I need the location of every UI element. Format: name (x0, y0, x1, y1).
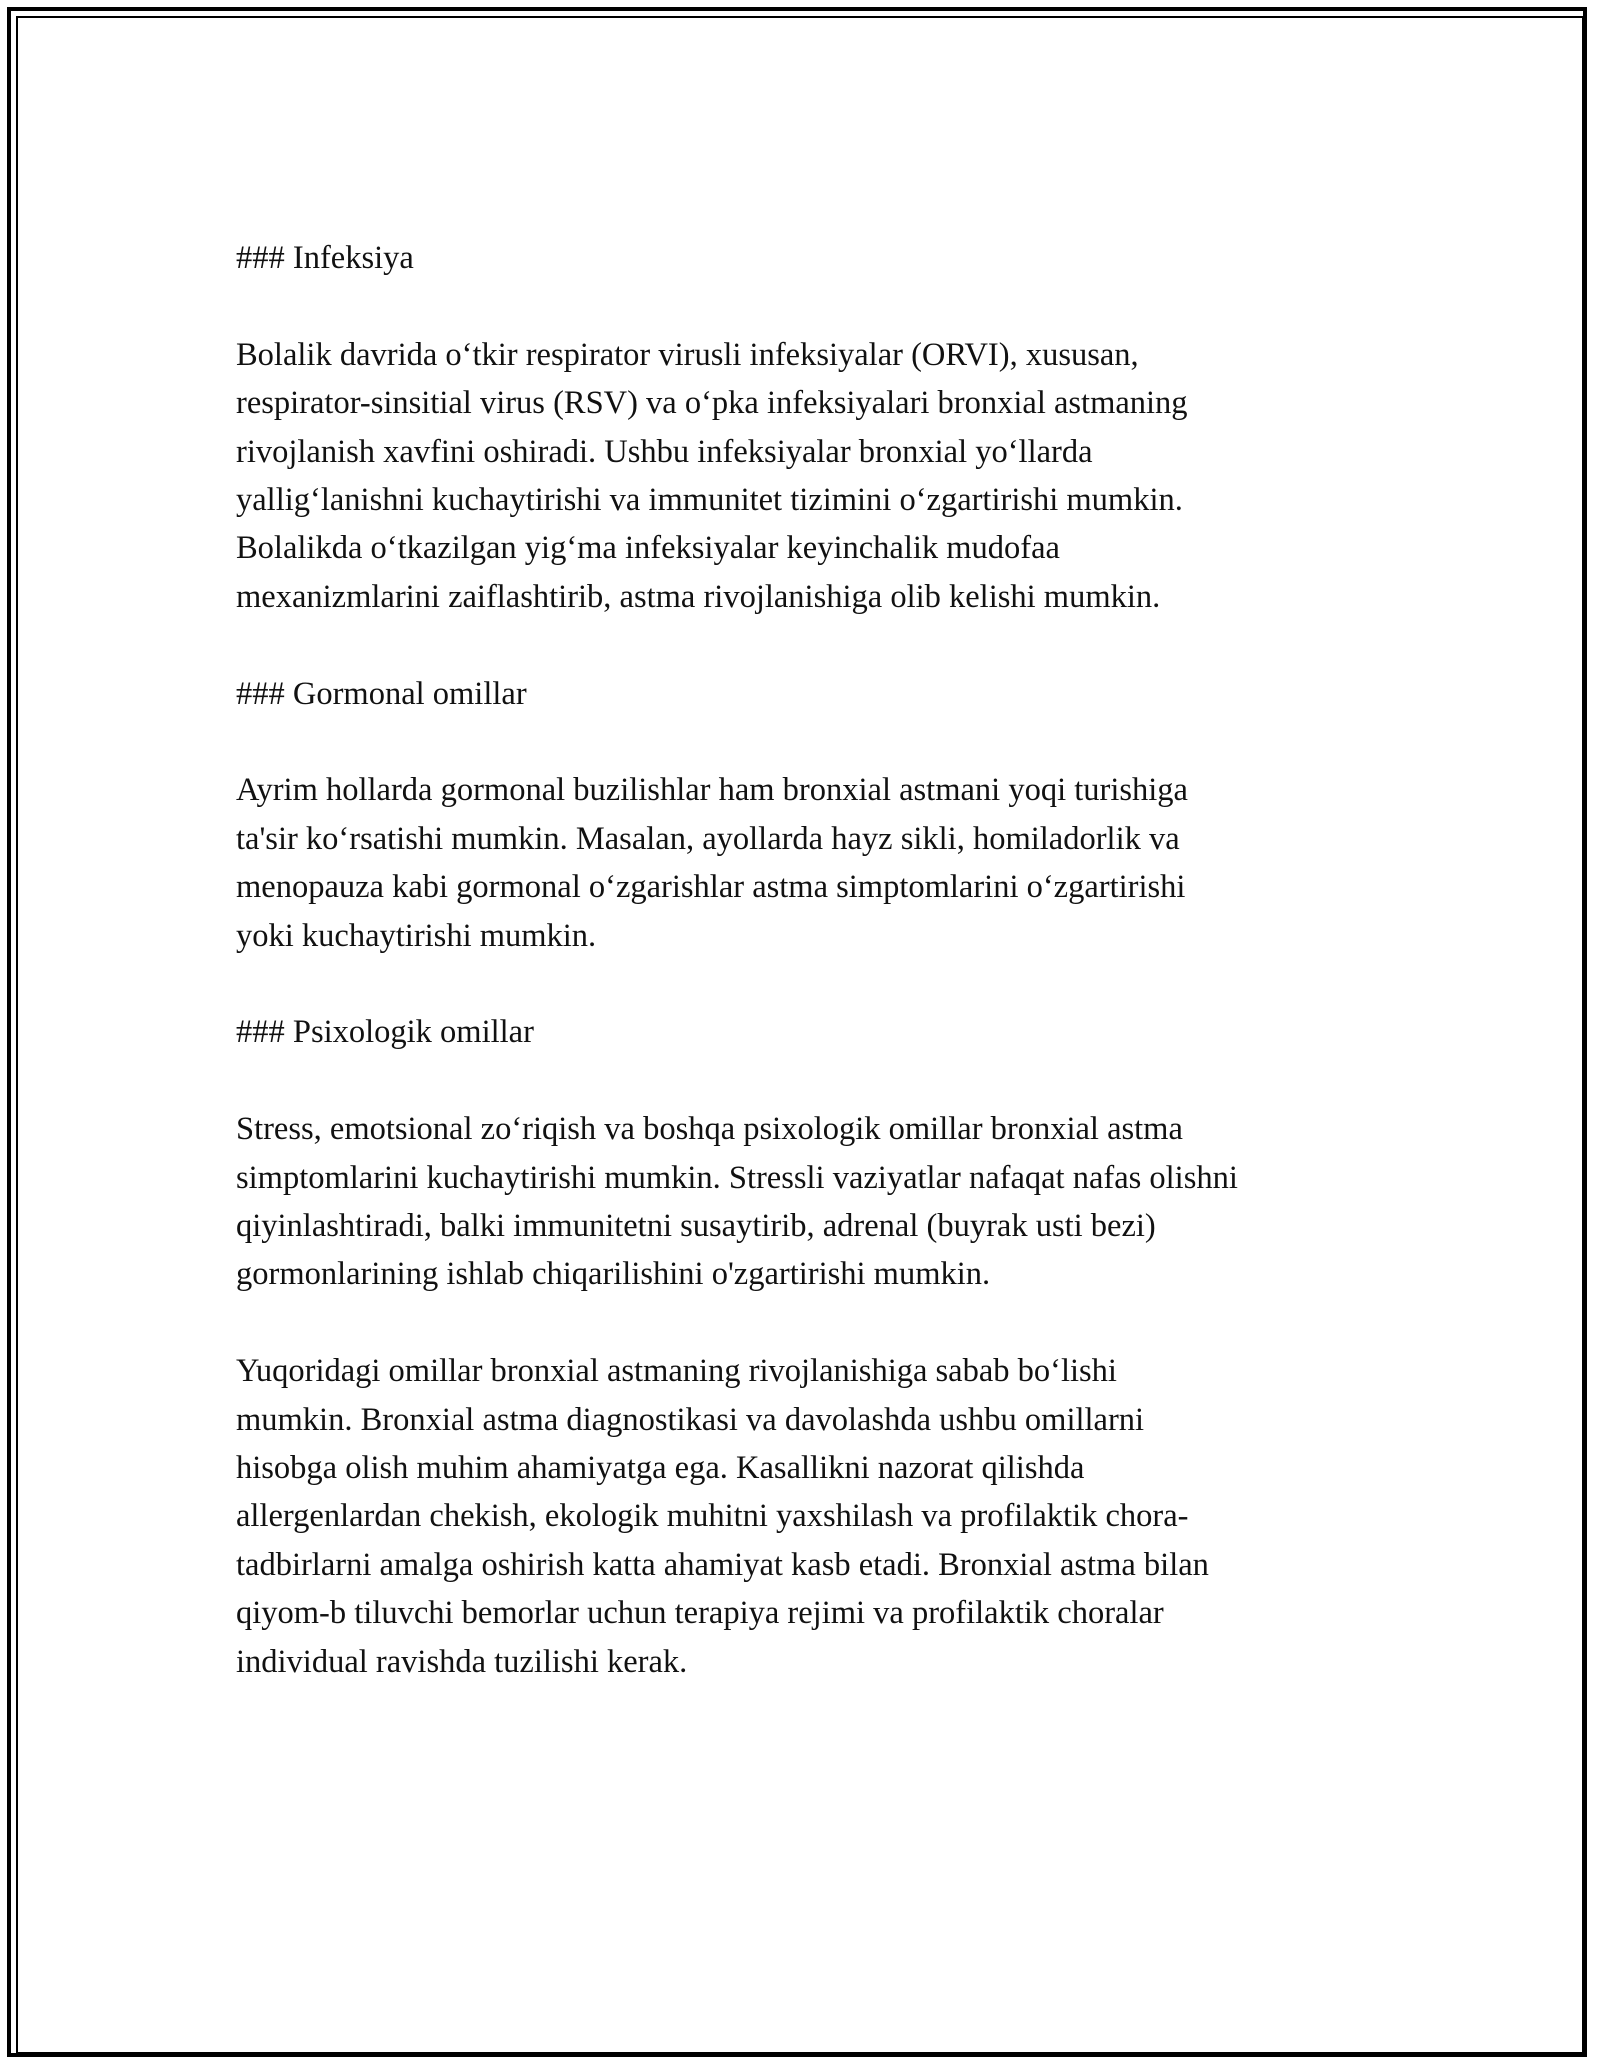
paragraph-gormonal-omillar: Ayrim hollarda gormonal buzilishlar ham bronxial astmani yoqi turishiga ta'sir ko‘rsatishi mumkin. Masalan, ayollarda hayz sikli, homiladorlik va menopauza kabi gormonal o‘zgarishlar astma simptomlarini o‘zgartirishi yoki kuchaytirishi mumkin. (236, 772, 1188, 954)
paragraph-conclusion: Yuqoridagi omillar bronxial astmaning rivojlanishiga sabab bo‘lishi mumkin. Bronxial astma diagnostikasi va davolashda ushbu omillarni hisobga olish muhim ahamiyatga ega. Kasallikni nazorat qilishda allergenlardan chekish, ekologik muhitni yaxshilash va profilaktik chora- tadbirlarni amalga oshirish katta ahamiyat kasb etadi. Bronxial astma bilan qiyom-b tiluvchi bemorlar uchun terapiya rejimi va profilaktik choralar individual ravishda tuzilishi kerak. (236, 1353, 1209, 1680)
document-body (236, 234, 1386, 1734)
paragraph-psixologik-omillar: Stress, emotsional zo‘riqish va boshqa psixologik omillar bronxial astma simptomlarini kuchaytirishi mumkin. Stressli vaziyatlar nafaqat nafas olishni qiyinlashtiradi, balki immunitetni susaytirib, adrenal (buyrak usti bezi) gormonlarining ishlab chiqarilishini o'zgartirishi mumkin. (236, 1111, 1238, 1293)
section-heading-psixologik-omillar: ### Psixologik omillar (236, 1014, 534, 1051)
paragraph-infeksiya: Bolalik davrida o‘tkir respirator virusli infeksiyalar (ORVI), xususan, respirator-sinsitial virus (RSV) va o‘pka infeksiyalari bronxial astmaning rivojlanish xavfini oshiradi. Ushbu infeksiyalar bronxial yo‘llarda yallig‘lanishni kuchaytirishi va immunitet tizimini o‘zgartirishi mumkin. Bolalikda o‘tkazilgan yig‘ma infeksiyalar keyinchalik mudofaa mexanizmlarini zaiflashtirib, astma rivojlanishiga olib kelishi mumkin. (236, 336, 1188, 615)
section-heading-infeksiya: ### Infeksiya (236, 240, 414, 276)
section-heading-gormonal-omillar: ### Gormonal omillar (236, 675, 527, 712)
